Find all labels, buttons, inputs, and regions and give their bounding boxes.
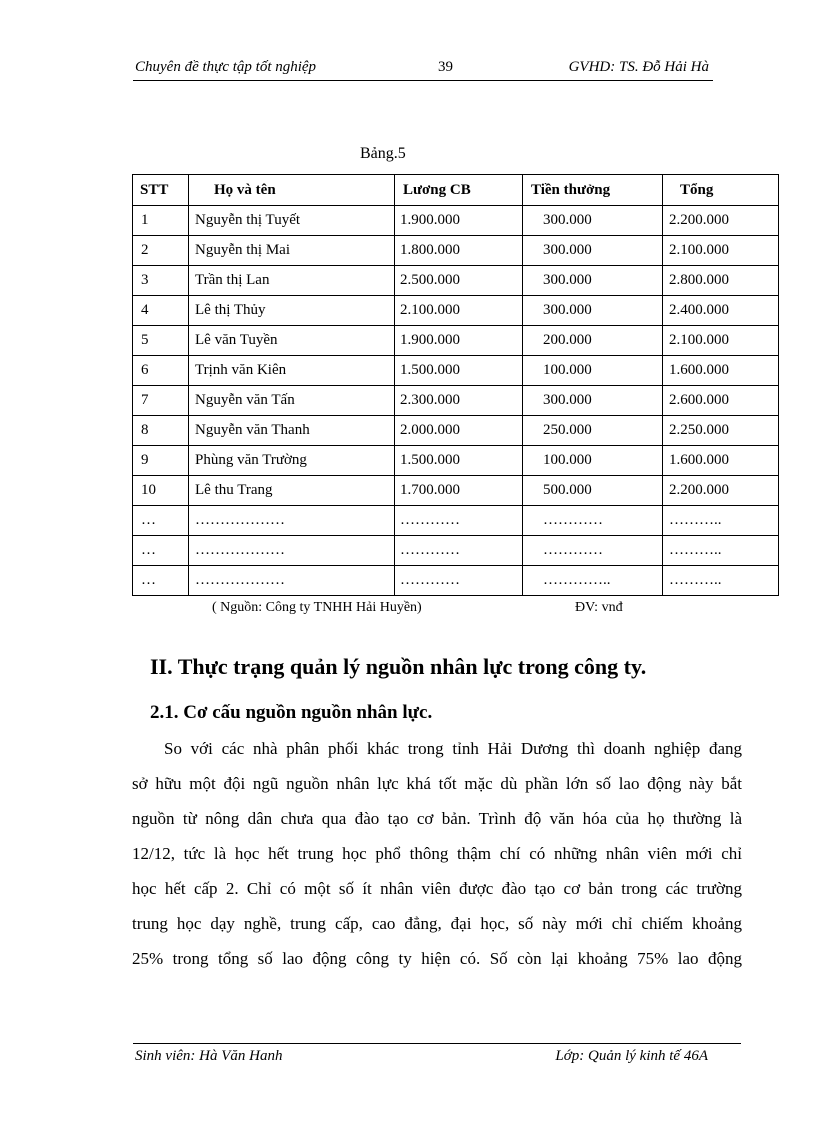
table-caption: Bảng.5 (360, 145, 406, 162)
table-row (133, 536, 779, 566)
cell-stt: … (133, 506, 189, 536)
paragraph-line: 12/12, tức là học hết trung học phổ thông thậm chí có những nhân viên mới chỉ (132, 844, 742, 863)
cell-base-salary: 2.500.000 (395, 266, 523, 296)
cell-total: ……….. (663, 566, 779, 596)
cell-base-salary: ………… (395, 536, 523, 566)
table-row (133, 386, 779, 416)
cell-total: 2.800.000 (663, 266, 779, 296)
cell-base-salary: 1.500.000 (395, 356, 523, 386)
body-paragraph (132, 734, 742, 979)
table-row (133, 476, 779, 506)
table-row (133, 266, 779, 296)
cell-stt: … (133, 566, 189, 596)
cell-total: 2.250.000 (663, 416, 779, 446)
cell-base-salary: 1.900.000 (395, 326, 523, 356)
table-header-row (133, 175, 779, 206)
cell-stt: 7 (133, 386, 189, 416)
table-source-note: ( Nguồn: Công ty TNHH Hải Huyền) (212, 600, 422, 615)
cell-total: ……….. (663, 506, 779, 536)
cell-stt: 1 (133, 206, 189, 236)
cell-bonus: 300.000 (523, 266, 663, 296)
cell-total: 1.600.000 (663, 446, 779, 476)
cell-name: Nguyễn thị Mai (189, 236, 395, 266)
cell-name: ……………… (189, 536, 395, 566)
header-supervisor: GVHD: TS. Đỗ Hải Hà (568, 59, 709, 75)
cell-base-salary: ………… (395, 566, 523, 596)
subsection-heading: 2.1. Cơ cấu nguồn nguồn nhân lực. (150, 702, 433, 723)
cell-bonus: 250.000 (523, 416, 663, 446)
cell-total: 2.400.000 (663, 296, 779, 326)
table-row (133, 356, 779, 386)
column-header-total: Tổng (663, 175, 779, 206)
column-header-name: Họ và tên (189, 175, 395, 206)
cell-stt: 2 (133, 236, 189, 266)
cell-bonus: 500.000 (523, 476, 663, 506)
cell-stt: … (133, 536, 189, 566)
cell-total: 2.200.000 (663, 476, 779, 506)
cell-name: Phùng văn Trường (189, 446, 395, 476)
table-row (133, 296, 779, 326)
table-row (133, 206, 779, 236)
footer-class: Lớp: Quản lý kinh tế 46A (555, 1048, 708, 1064)
paragraph-line: nguồn từ nông dân chưa qua đào tạo cơ bản. Trình độ văn hóa của họ thường là (132, 809, 742, 828)
cell-stt: 10 (133, 476, 189, 506)
cell-base-salary: 1.700.000 (395, 476, 523, 506)
cell-bonus: 300.000 (523, 386, 663, 416)
cell-bonus: 300.000 (523, 236, 663, 266)
paragraph-line: học hết cấp 2. Chỉ có một số ít nhân viên được đào tạo cơ bản trong các trường (132, 879, 742, 898)
cell-bonus: ………… (523, 506, 663, 536)
cell-base-salary: 1.800.000 (395, 236, 523, 266)
cell-total: 2.100.000 (663, 236, 779, 266)
paragraph-line: 25% trong tổng số lao động công ty hiện có. Số còn lại khoảng 75% lao động (132, 949, 742, 968)
table-row (133, 446, 779, 476)
table-row (133, 326, 779, 356)
column-header-stt: STT (133, 175, 189, 206)
cell-name: Trịnh văn Kiên (189, 356, 395, 386)
cell-bonus: 200.000 (523, 326, 663, 356)
cell-stt: 5 (133, 326, 189, 356)
cell-base-salary: 2.100.000 (395, 296, 523, 326)
footer-student-name: Sinh viên: Hà Văn Hanh (135, 1048, 283, 1064)
cell-bonus: 300.000 (523, 206, 663, 236)
cell-base-salary: ………… (395, 506, 523, 536)
cell-name: Lê văn Tuyền (189, 326, 395, 356)
section-heading: II. Thực trạng quản lý nguồn nhân lực trong công ty. (150, 654, 647, 679)
salary-table (132, 174, 779, 596)
table-row (133, 236, 779, 266)
page-header (133, 58, 713, 81)
table-row (133, 566, 779, 596)
cell-stt: 8 (133, 416, 189, 446)
table-unit-note: ĐV: vnđ (575, 600, 623, 615)
cell-stt: 3 (133, 266, 189, 296)
cell-total: 1.600.000 (663, 356, 779, 386)
cell-base-salary: 2.000.000 (395, 416, 523, 446)
cell-total: 2.600.000 (663, 386, 779, 416)
cell-base-salary: 1.500.000 (395, 446, 523, 476)
table-row (133, 416, 779, 446)
header-document-title: Chuyên đề thực tập tốt nghiệp (135, 59, 317, 75)
cell-name: Nguyễn văn Tấn (189, 386, 395, 416)
cell-total: ……….. (663, 536, 779, 566)
column-header-bonus: Tiền thưởng (523, 175, 663, 206)
cell-name: ……………… (189, 506, 395, 536)
cell-total: 2.200.000 (663, 206, 779, 236)
cell-name: Nguyễn thị Tuyết (189, 206, 395, 236)
paragraph-line: trung học dạy nghề, trung cấp, cao đẳng, đại học, số này mới chỉ chiếm khoảng (132, 914, 742, 933)
cell-name: Lê thị Thủy (189, 296, 395, 326)
cell-base-salary: 1.900.000 (395, 206, 523, 236)
cell-total: 2.100.000 (663, 326, 779, 356)
table-row (133, 506, 779, 536)
cell-name: Nguyễn văn Thanh (189, 416, 395, 446)
cell-stt: 4 (133, 296, 189, 326)
cell-bonus: 100.000 (523, 446, 663, 476)
page-footer (133, 1043, 741, 1068)
cell-name: Lê thu Trang (189, 476, 395, 506)
cell-stt: 6 (133, 356, 189, 386)
header-page-number: 39 (438, 59, 453, 75)
cell-base-salary: 2.300.000 (395, 386, 523, 416)
cell-name: Trần thị Lan (189, 266, 395, 296)
cell-bonus: ………… (523, 536, 663, 566)
cell-name: ……………… (189, 566, 395, 596)
paragraph-line: sở hữu một đội ngũ nguồn nhân lực khá tốt mặc dù phần lớn số lao động này bắt (132, 774, 742, 793)
column-header-base-salary: Lương CB (395, 175, 523, 206)
cell-stt: 9 (133, 446, 189, 476)
cell-bonus: ………….. (523, 566, 663, 596)
paragraph-line: So với các nhà phân phối khác trong tỉnh Hải Dương thì doanh nghiệp đang (164, 739, 742, 758)
cell-bonus: 300.000 (523, 296, 663, 326)
cell-bonus: 100.000 (523, 356, 663, 386)
